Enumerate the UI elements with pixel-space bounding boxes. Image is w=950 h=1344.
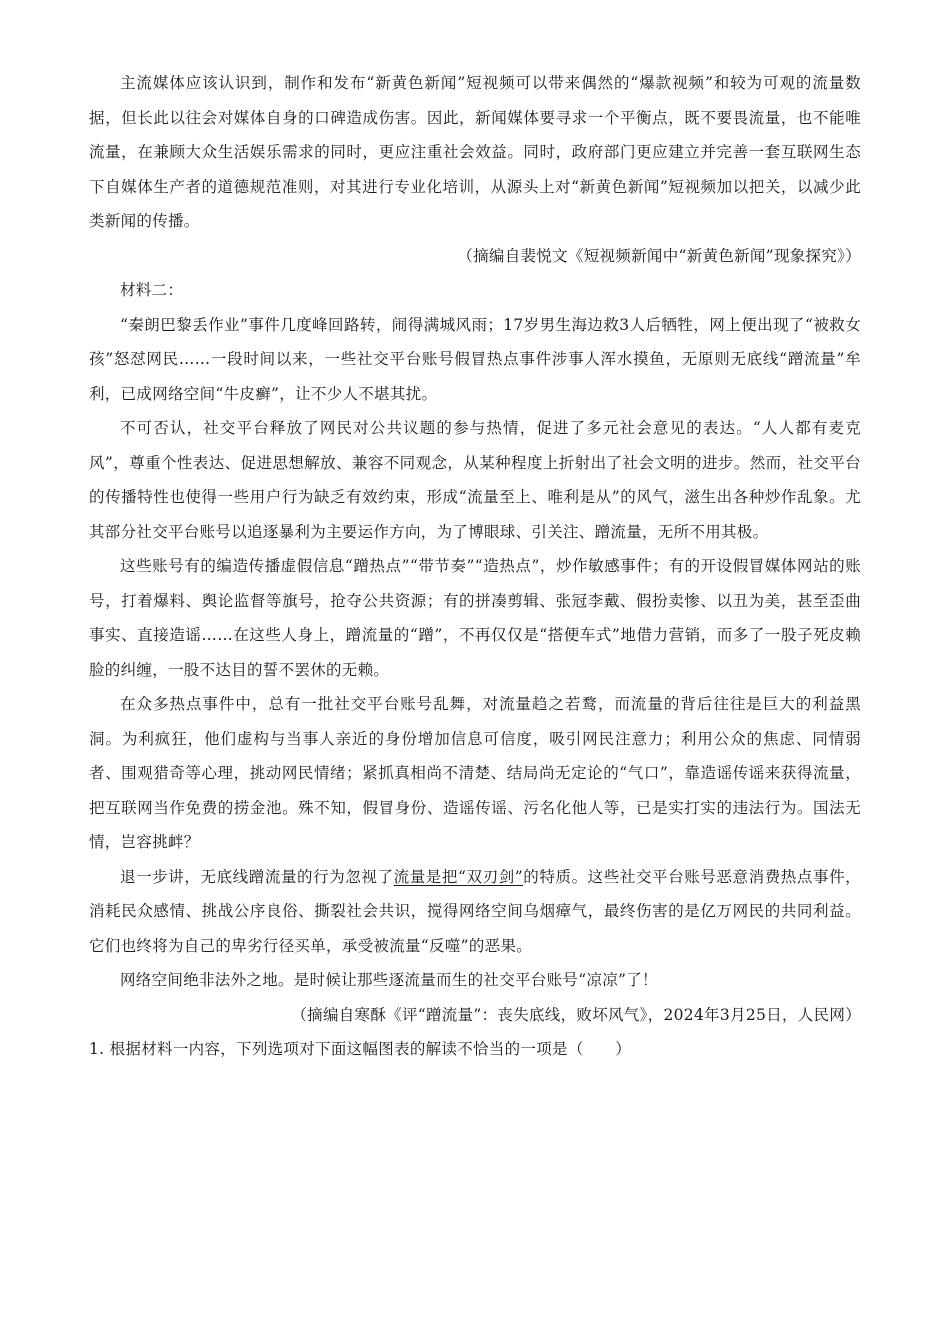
question-1: 1. 根据材料一内容，下列选项对下面这幅图表的解读不恰当的一项是（ ） [89, 1040, 632, 1058]
material2-heading: 材料二： [120, 281, 184, 299]
material2-paragraph-3: 这些账号有的编造传播虚假信息“蹭热点”“带节奏”“造热点”，炒作敏感事件；有的开设假冒媒体网站的账号，打着爆料、舆论监督等旗号，抢夺公共资源；有的拼凑剪辑、张冠李戴、假扮卖惨、以丑为美，甚至歪曲事实、直接造谣……在这些人身上，蹭流量的“蹭”，不再仅仅是“搭便车式”地借力营销，而多了一股子死皮赖脸的纠缠，一股不达目的誓不罢休的无赖。 [89, 557, 861, 679]
material2-source: （摘编自寒酥《评“蹭流量”：丧失底线，败坏风气》，2024年3月25日，人民网） [291, 1005, 861, 1024]
document-page [89, 66, 861, 1067]
material2-paragraph-6: 网络空间绝非法外之地。是时候让那些逐流量而生的社交平台账号“凉凉”了！ [120, 971, 658, 989]
p5-text-after: 的特质。这些社交平台账号恶意消费热点事件，消耗民众感情、挑战公序良俗、撕裂社会共识，搅得网络空间乌烟瘴气，最终伤害的是亿万网民的共同利益。它们也终将为自己的卑劣行径买单，承受被流量“反噬”的恶果。 [89, 867, 861, 955]
material2-paragraph-2: 不可否认，社交平台释放了网民对公共议题的参与热情，促进了多元社会意见的表达。“人人都有麦克风”，尊重个性表达、促进思想解放、兼容不同观念，从某种程度上折射出了社会文明的进步。然而，社交平台的传播特性也使得一些用户行为缺乏有效约束，形成“流量至上、唯利是从”的风气，滋生出各种炒作乱象。尤其部分社交平台账号以追逐暴利为主要运作方向，为了博眼球、引关注、蹭流量，无所不用其极。 [89, 419, 861, 541]
material1-paragraph: 主流媒体应该认识到，制作和发布“新黄色新闻”短视频可以带来偶然的“爆款视频”和较为可观的流量数据，但长此以往会对媒体自身的口碑造成伤害。因此，新闻媒体要寻求一个平衡点，既不要畏流量，也不能唯流量，在兼顾大众生活娱乐需求的同时，更应注重社会效益。同时，政府部门更应建立并完善一套互联网生态下自媒体生产者的道德规范准则，对其进行专业化培训，从源头上对“新黄色新闻”短视频加以把关，以减少此类新闻的传播。 [89, 74, 861, 230]
material2-paragraph-4: 在众多热点事件中，总有一批社交平台账号乱舞，对流量趋之若鹜，而流量的背后往往是巨大的利益黑洞。为利疯狂，他们虚构与当事人亲近的身份增加信息可信度，吸引网民注意力；利用公众的焦虑、同情弱者、围观猎奇等心理，挑动网民情绪；紧抓真相尚不清楚、结局尚无定论的“气口”，靠造谣传谣来获得流量，把互联网当作免费的捞金池。殊不知，假冒身份、造谣传谣、污名化他人等，已是实打实的违法行为。国法无情，岂容挑衅？ [89, 695, 861, 851]
p5-text-before: 退一步讲，无底线蹭流量的行为忽视了 [120, 867, 394, 886]
material1-source: （摘编自裴悦文《短视频新闻中“新黄色新闻”现象探究》） [457, 246, 861, 265]
material2-paragraph-5 [89, 860, 861, 964]
p5-underlined-phrase: 流量是把“双刃剑” [393, 867, 524, 886]
material2-paragraph-1: “秦朗巴黎丢作业”事件几度峰回路转，闹得满城风雨；17岁男生海边救3人后牺牲，网上便出现了“被救女孩”怒怼网民……一段时间以来，一些社交平台账号假冒热点事件涉事人浑水摸鱼，无原则无底线“蹭流量”牟利，已成网络空间“牛皮癣”，让不少人不堪其扰。 [89, 315, 861, 403]
